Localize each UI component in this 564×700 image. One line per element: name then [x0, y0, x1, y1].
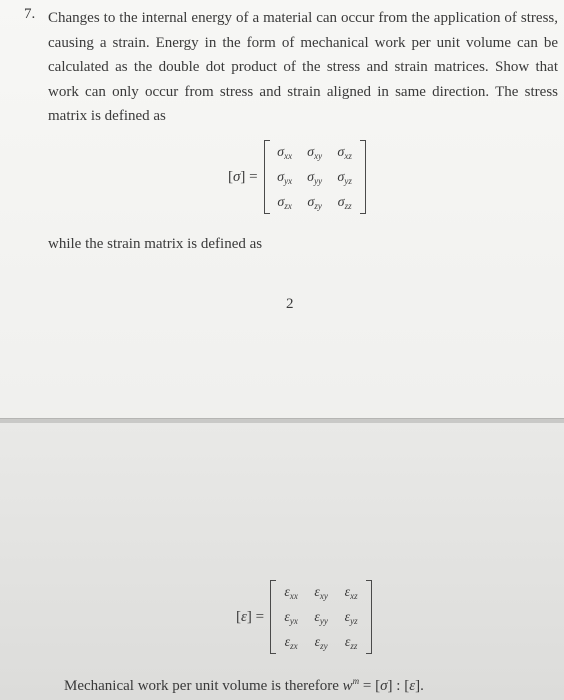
strain-matrix-equation — [236, 580, 372, 654]
stress-matrix-entry: $\sigma_{yz}$ — [337, 170, 352, 186]
stress-matrix-entry: $\sigma_{yx}$ — [277, 170, 293, 186]
strain-intro-text: while the strain matrix is defined as — [48, 236, 263, 252]
conclusion-line: Mechanical work per unit volume is therefore $w^m = [\sigma]$ : [ε]. — [64, 676, 424, 694]
problem-number: 7. — [24, 6, 36, 22]
strain-matrix-entry: $\varepsilon_{zx}$ — [284, 635, 298, 651]
stress-matrix-entry: $\sigma_{xz}$ — [337, 145, 352, 161]
strain-matrix-lhs: [ε] = — [236, 608, 265, 625]
strain-matrix-entry: $\varepsilon_{zz}$ — [344, 635, 358, 651]
page-number: 2 — [286, 296, 294, 312]
stress-matrix — [264, 140, 366, 214]
strain-matrix-entry: $\varepsilon_{yz}$ — [344, 610, 358, 626]
stress-matrix-lhs: [σ] = — [228, 168, 258, 185]
conclusion-text: Mechanical work per unit volume is therefore — [64, 678, 339, 694]
strain-matrix — [270, 580, 372, 654]
stress-matrix-entry: $\sigma_{zx}$ — [277, 195, 292, 211]
strain-matrix-entry: $\varepsilon_{xx}$ — [284, 585, 298, 601]
stress-matrix-equation — [228, 140, 366, 214]
stress-matrix-entry: $\sigma_{zy}$ — [307, 195, 322, 211]
strain-matrix-entry: $\varepsilon_{xz}$ — [344, 585, 358, 601]
page-bottom — [0, 423, 564, 700]
stress-matrix-entry: $\sigma_{zz}$ — [337, 195, 352, 211]
strain-matrix-entry: $\varepsilon_{xy}$ — [314, 585, 328, 601]
problem-statement: Changes to the internal energy of a material can occur from the application of stress, causing a strain. Energy in the form of mechanical work per unit volume can be calculated as the double dot product of the stress and strain matrices. Show that work can only occur from stress and strain aligned in same direction. The stress matrix is defined as — [48, 10, 558, 124]
strain-matrix-entry: $\varepsilon_{yx}$ — [284, 610, 298, 626]
strain-matrix-entry: $\varepsilon_{zy}$ — [314, 635, 328, 651]
stress-matrix-entry: $\sigma_{xy}$ — [307, 145, 323, 161]
stress-matrix-entry: $\sigma_{yy}$ — [307, 170, 323, 186]
strain-matrix-entry: $\varepsilon_{yy}$ — [314, 610, 328, 626]
stress-matrix-entry: $\sigma_{xx}$ — [277, 145, 293, 161]
